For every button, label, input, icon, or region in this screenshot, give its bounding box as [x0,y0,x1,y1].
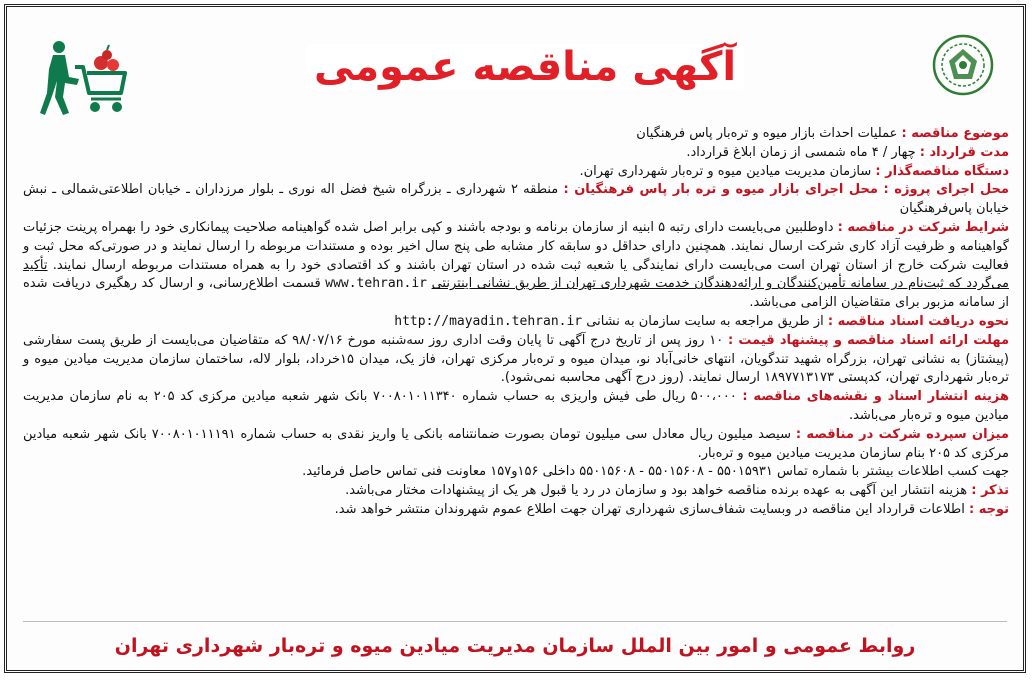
participation-terms-label: شرایط شرکت در مناقصه : [837,219,1009,235]
note-value: اطلاعات قرارداد این مناقصه در وبسایت شفاف‌سازی شهرداری تهران جهت اطلاع عموم شهروندان منتشر خواهد شد. [334,501,965,517]
subject-row [23,125,1009,144]
document-receipt-row [23,313,1009,332]
deposit-value: سیصد میلیون ریال معادل سی میلیون تومان بصورت ضمانتنامه بانکی یا واریز نقدی به حساب شماره ۷۰۰۸۰۱۰۱۱۱۹۱ بانک شهر شعبه میادین مرکزی کد ۲۰۵ بنام سازمان مدیریت میادین میوه و تره‌بار. [23,426,1009,461]
tehran-portal-link[interactable]: www.tehran.ir [325,276,427,292]
participation-terms-emphasis: تأکید می‌گردد که ثبت‌نام در سامانه تأمین‌کنندگان و ارائه‌دهندگان خدمت شهرداری تهران از طریق نشانی اینترنتی [23,257,1009,292]
publication-cost-label: هزینه انتشار اسناد و نقشه‌های مناقصه : [742,389,1010,405]
notice-footer [7,626,1023,666]
tehran-municipality-logo-icon [931,33,995,97]
contract-duration-value: چهار / ۴ ماه شمسی از زمان ابلاغ قرارداد. [686,144,916,160]
submission-deadline-label: مهلت ارائه اسناد مناقصه و پیشنهاد قیمت : [727,332,1009,348]
participation-terms-tail: قسمت اطلاع‌رسانی، و ارسال کد رهگیری دریافت شده از سامانه مزبور برای متقاضیان الزامی می‌باشد. [23,276,1009,311]
participation-terms-row [23,219,1009,313]
subject-value: عملیات احداث بازار میوه و تره‌بار پاس فرهنگیان [636,126,898,141]
participation-terms-value: داوطلبین می‌بایست دارای رتبه ۵ ابنیه از سازمان برنامه و بودجه باشند و کپی برابر اصل شده گواهینامه صلاحیت پیمانکاری خود را بهمراه پرینت جزئیات گواهینامه و ظرفیت آزاد کاری شرکت ارسال نمایند. همچنین دارای حداقل دو سابقه کار مشابه طی پنج سال اخیر بوده و مستندات مربوطه را ارسال نمایند و در صورتی‌که محل ثبت و فعالیت شرکت خارج از استان تهران است می‌بایست دارای نمایندگی یا شعبه ثبت شده در استان تهران باشند و کد اقتصادی خود را به همراه مستندات مربوطه ارسال نمایند. [23,219,1009,273]
contact-row [23,463,1009,482]
tender-organizer-row [23,163,1009,182]
publication-cost-value: ۵۰۰،۰۰۰ ریال طی فیش واریزی به حساب شماره ۷۰۰۸۰۱۰۱۱۳۴۰ بانک شهر شعبه میادین مرکزی کد ۲۰۵ به نام سازمان مدیریت میادین میوه و تره‌بار می‌باشد. [23,389,1009,423]
note-label: توجه : [968,501,1009,517]
notice-body [23,125,1009,520]
reminder-value: هزینه انتشار این آگهی به عهده برنده مناقصه خواهد بود و سازمان در رد یا قبول هر یک از پیشنهادات مختار می‌باشد. [345,483,968,499]
deposit-row [23,426,1009,464]
tender-organizer-value: سازمان مدیریت میادین میوه و تره‌بار شهرداری تهران. [579,163,872,179]
shopping-cart-icon [39,37,129,117]
publication-cost-row [23,388,1009,426]
contract-duration-row [23,144,1009,163]
reminder-label: تذکر : [971,483,1009,499]
submission-deadline-value: ۱۰ روز پس از تاریخ درج آگهی تا پایان وقت اداری روز سه‌شنبه مورخ ۹۸/۰۷/۱۶ که متقاضیان می‌بایست از طریق پست سفارشی (پیشتاز) به نشانی تهران، بزرگراه شهید تندگویان، انتهای خانی‌آباد نو، میدان میوه و تره‌بار مرکزی تهران، فاز یک، میدان ۱۵خرداد، بلوار لاله، ساختمان سازمان مدیریت میادین میوه و تره‌بار شهرداری تهران، کدپستی ۱۸۹۷۷۱۳۱۷۳ ارسال نمایند. (روز درج آگهی محاسبه نمی‌شود). [23,332,1009,386]
submission-deadline-row [23,332,1009,388]
contract-duration-label: مدت قرارداد : [919,144,1009,160]
notice-title: آگهی مناقصه عمومی [306,44,744,90]
project-location-label: محل اجرای پروژه : محل اجرای بازار میوه و تره بار پاس فرهنگیان : [563,182,1009,198]
notice-header [7,7,1023,119]
subject-label: موضوع مناقصه : [901,126,1009,141]
title-banner [307,43,743,91]
mayadin-site-link[interactable]: http://mayadin.tehran.ir [394,313,583,329]
document-receipt-value: از طریق مراجعه به سایت سازمان به نشانی [586,313,824,329]
project-location-value: منطقه ۲ شهرداری ـ بزرگراه شیخ فضل اله نوری ـ بلوار مرزداران ـ خیابان اطلاعتی‌شمالی ـ نبش خیابان پاس‌فرهنگیان [23,182,1009,217]
deposit-label: میزان سپرده شرکت در مناقصه : [795,426,1009,442]
note-row [23,501,1009,520]
reminder-row [23,482,1009,501]
contact-value: جهت کسب اطلاعات بیشتر با شماره تماس ۵۵۰۱۵۹۳۱ - ۵۵۰۱۵۶۰۸ - ۵۵۰۱۵۶۰۸ داخلی ۱۵۶و۱۵۷ معاونت فنی تماس حاصل فرمائید. [302,464,1009,480]
footer-text: روابط عمومی و امور بین الملل سازمان مدیریت میادین میوه و تره‌بار شهرداری تهران [114,635,916,657]
footer-divider [23,621,1007,622]
tender-organizer-label: دستگاه مناقصه‌گذار : [875,163,1009,179]
notice-frame [4,4,1026,673]
document-receipt-label: نحوه دریافت اسناد مناقصه : [827,313,1009,329]
project-location-row [23,181,1009,219]
